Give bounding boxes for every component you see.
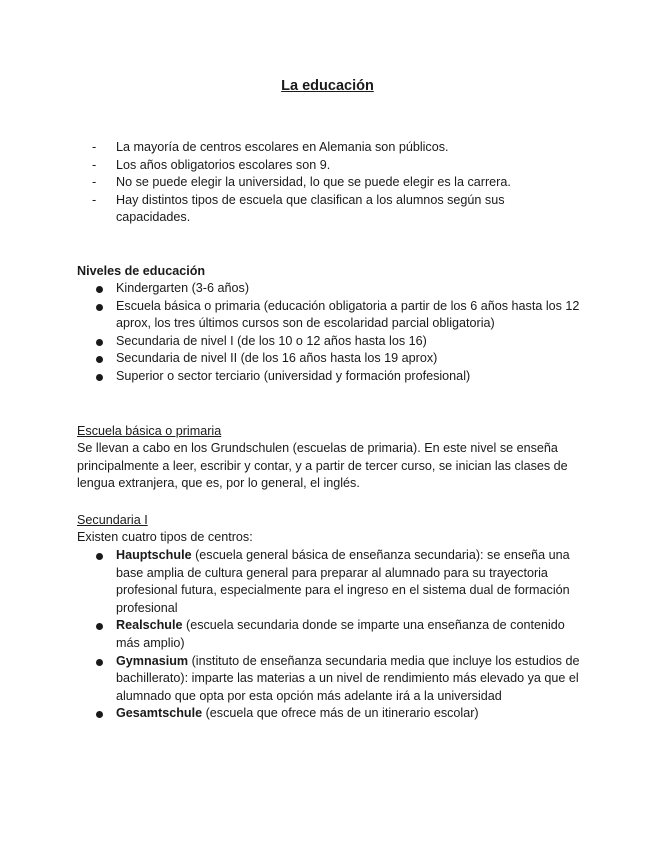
bullet-icon [96,623,103,630]
intro-list [92,139,572,227]
secondary-heading: Secundaria I [77,513,148,527]
list-item: Secundaria de nivel II (de los 16 años hasta los 19 aprox) [92,350,582,368]
dash-marker: - [92,192,97,207]
levels-heading: Niveles de educación [77,264,206,278]
school-name: Gesamtschule [116,706,203,721]
list-item: Hauptschule (escuela general básica de enseñanza secundaria): se enseña una base amplia de cultura general para preparar al alumnado para su trayectoria profesional futura, especialmente para el ingreso en el sistema dual de formación profesional [92,547,582,617]
bullet-icon [96,286,103,293]
list-item: Kindergarten (3-6 años) [92,280,582,298]
school-name: Hauptschule [116,548,192,562]
bullet-icon [96,374,103,381]
bullet-icon [96,659,103,666]
dash-marker: - [92,175,97,190]
bullet-icon [96,304,103,311]
bullet-icon [96,339,103,346]
list-item: Superior o sector terciario (universidad y formación profesional) [92,368,582,386]
dash-marker: - [92,157,97,172]
levels-list [92,280,582,386]
school-types-list [92,547,582,723]
list-item: Realschule (escuela secundaria donde se imparte una enseñanza de contenido más amplio) [92,617,582,652]
bullet-icon [96,711,103,718]
list-item: Secundaria de nivel I (de los 10 o 12 años hasta los 16) [92,333,582,351]
primary-paragraph: Se llevan a cabo en los Grundschulen (escuelas de primaria). En este nivel se enseña principalmente a leer, escribir y contar, y a partir de tercer curso, se inician las clases de lengua extranjera, que es, por lo general, el inglés. [77,441,568,491]
list-item: Gymnasium (instituto de enseñanza secundaria media que incluye los estudios de bachillerato): imparte las materias a un nivel de rendimiento más elevado ya que el alumnado que opta por esta opción más adelante irá a la universidad [92,653,582,706]
list-item: Gesamtschule (escuela que ofrece más de un itinerario escolar) [92,705,582,723]
school-name: Gymnasium [116,653,189,668]
list-item: Escuela básica o primaria (educación obligatoria a partir de los 6 años hasta los 12 aprox, los tres últimos cursos son de escolaridad parcial obligatoria) [92,298,582,333]
page-title: La educación [281,78,374,94]
list-item: - Los años obligatorios escolares son 9. [92,157,572,175]
bullet-icon [96,553,103,560]
list-item: - La mayoría de centros escolares en Alemania son públicos. [92,139,572,157]
list-item: - No se puede elegir la universidad, lo que se puede elegir es la carrera. [92,174,572,192]
secondary-intro: Existen cuatro tipos de centros: [77,530,253,544]
list-item: - Hay distintos tipos de escuela que clasifican a los alumnos según sus capacidades. [92,192,505,225]
school-name: Realschule [116,618,183,633]
primary-heading: Escuela básica o primaria [77,424,222,438]
bullet-icon [96,356,103,363]
dash-marker: - [92,140,97,154]
